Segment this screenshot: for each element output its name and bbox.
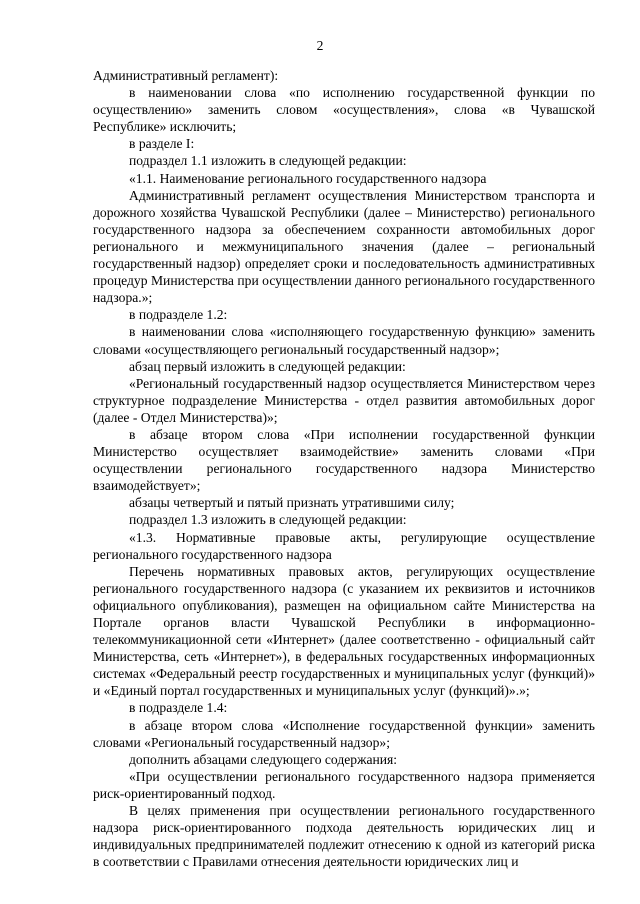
page-number: 2 — [316, 38, 324, 53]
paragraph: дополнить абзацами следующего содержания: — [129, 751, 398, 767]
paragraph: в подразделе 1.2: — [129, 307, 228, 323]
paragraph: Административный регламент осуществления Министерством транспорта и дорожного хозяйства Чувашской Республики (далее – Министерство) регионального государственного надзора за обеспечением сохранности автомобильных дорог регионального и межмуниципального значения (далее – региональный государственный надзор) определяет сроки и последовательность административных процедур Министерства при осуществлении данного регионального государственного надзора.»; — [93, 187, 595, 306]
paragraph: «Региональный государственный надзор осуществляется Министерством через структурное подразделение Министерства - отдел развития автомобильных дорог (далее - Отдел Министерства)»; — [93, 375, 595, 425]
paragraph: подраздел 1.3 изложить в следующей редакции: — [129, 512, 407, 528]
paragraph: в абзаце втором слова «При исполнении государственной функции Министерство осуществляет взаимодействие» заменить словами «При осуществлении регионального государственного надзора Министерство взаимодействует»; — [93, 426, 595, 494]
paragraph: в абзаце втором слова «Исполнение государственной функции» заменить словами «Региональный государственный надзор»; — [93, 717, 595, 750]
paragraph: абзацы четвертый и пятый признать утратившими силу; — [129, 495, 455, 511]
paragraph: подраздел 1.1 изложить в следующей редакции: — [129, 153, 407, 169]
paragraph: «1.3. Нормативные правовые акты, регулирующие осуществление регионального государственного надзора — [93, 529, 595, 562]
paragraph: «При осуществлении регионального государственного надзора применяется риск-ориентированный подход. — [93, 768, 595, 801]
paragraph: Перечень нормативных правовых актов, регулирующих осуществление регионального государственного надзора (с указанием их реквизитов и источников официального опубликования), размещен на официальном сайте Министерства на Портале органов власти Чувашской Республики в информационно-телекоммуникационной сети «Интернет» (далее соответственно - официальный сайт Министерства, сеть «Интернет»), в федеральных государственных информационных системах «Федеральный реестр государственных и муниципальных услуг (функций)» и «Единый портал государственных и муниципальных услуг (функций)».»; — [93, 563, 595, 699]
paragraph: абзац первый изложить в следующей редакции: — [129, 358, 406, 374]
document-body — [93, 67, 595, 870]
paragraph: в наименовании слова «по исполнению государственной функции по осуществлению» заменить словом «осуществления», слова «в Чувашской Республике» исключить; — [93, 85, 595, 135]
paragraph: в наименовании слова «исполняющего государственную функцию» заменить словами «осуществляющего региональный государственный надзор»; — [93, 324, 595, 357]
paragraph: «1.1. Наименование регионального государственного надзора — [129, 170, 487, 186]
paragraph: Административный регламент): — [93, 68, 279, 83]
paragraph: В целях применения при осуществлении регионального государственного надзора риск-ориентированного подхода деятельность юридических лиц и индивидуальных предпринимателей подлежит отнесению к одной из категорий риска в соответствии с Правилами отнесения деятельности юридических лиц и — [93, 803, 595, 870]
paragraph: в подразделе 1.4: — [129, 700, 228, 716]
paragraph: в разделе I: — [129, 136, 195, 152]
